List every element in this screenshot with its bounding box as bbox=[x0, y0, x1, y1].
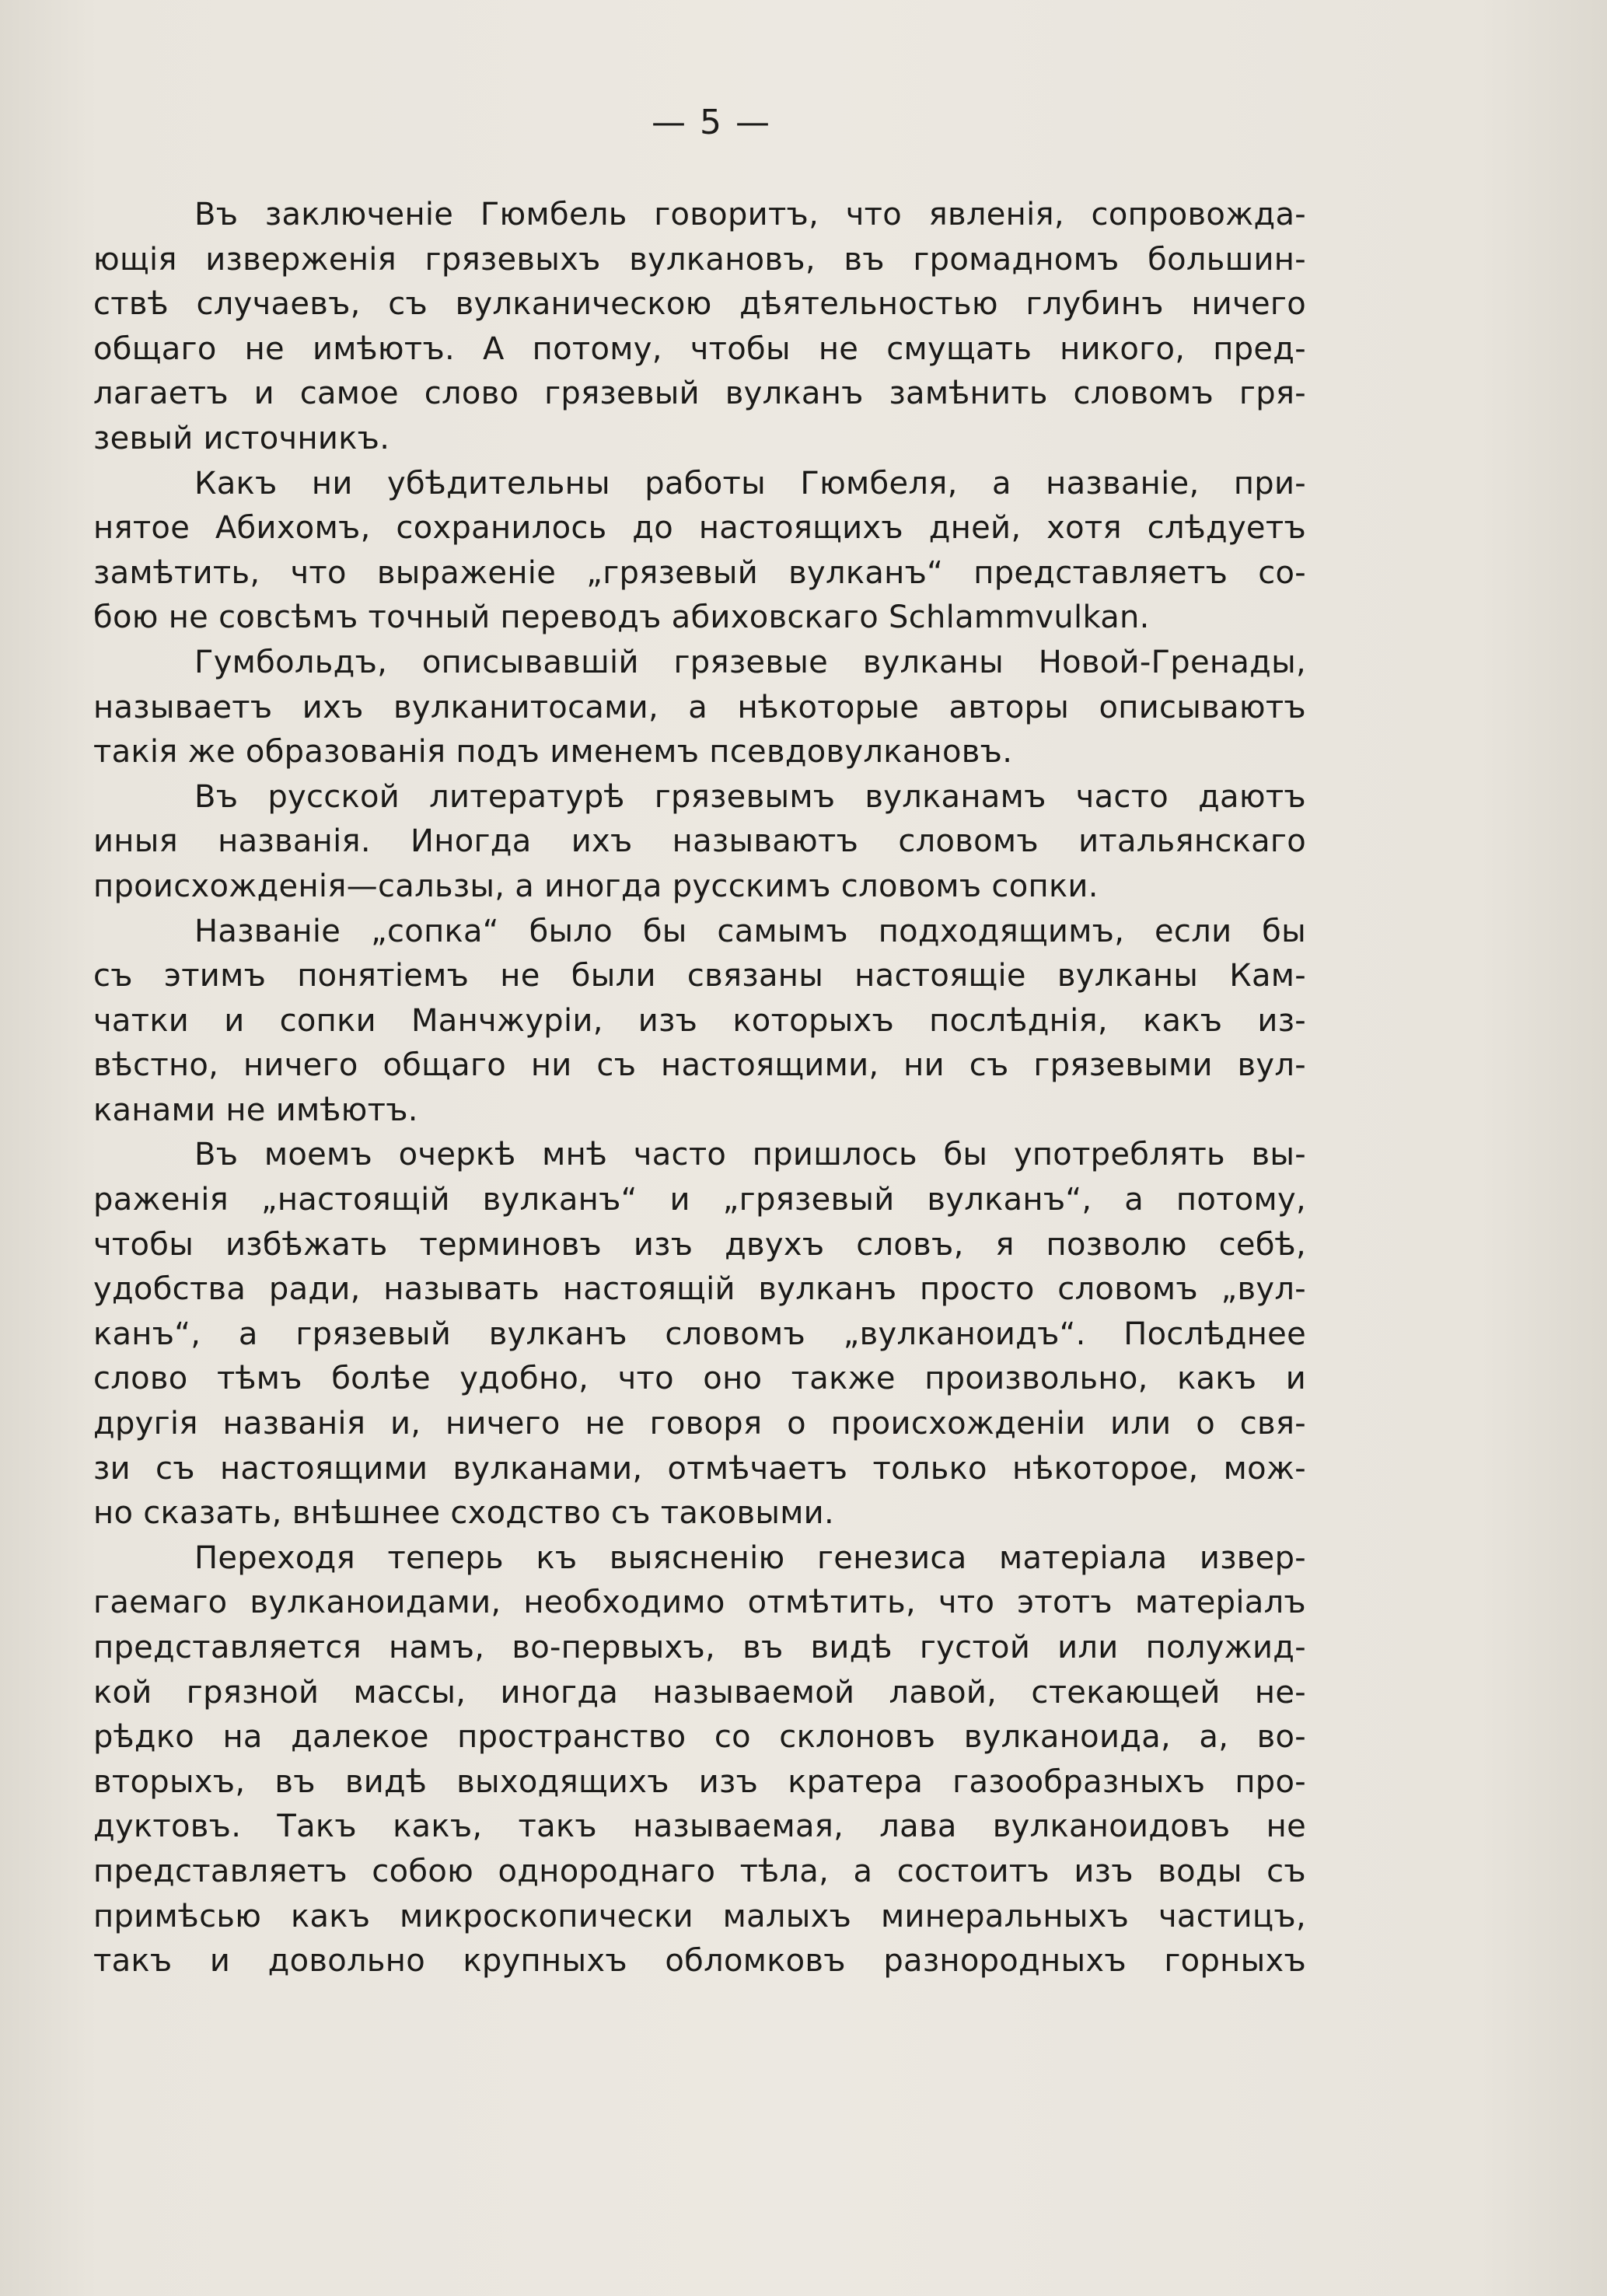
text-line: раженія „настоящій вулканъ“ и „грязевый вулканъ“, а потому, bbox=[93, 1182, 1306, 1218]
text-line: такъ и довольно крупныхъ обломковъ разнородныхъ горныхъ bbox=[93, 1943, 1306, 1980]
paragraph bbox=[93, 910, 1306, 1134]
text-line: Въ русской литературѣ грязевымъ вулканамъ часто даютъ bbox=[194, 778, 1306, 815]
text-line: чатки и сопки Манчжуріи, изъ которыхъ послѣднія, какъ из- bbox=[93, 1002, 1306, 1039]
text-line: вторыхъ, въ видѣ выходящихъ изъ кратера газообразныхъ про- bbox=[93, 1763, 1306, 1800]
text-line: вѣстно, ничего общаго ни съ настоящими, ни съ грязевыми вул- bbox=[93, 1047, 1306, 1084]
text-line: нятое Абихомъ, сохранилось до настоящихъ дней, хотя слѣдуетъ bbox=[93, 510, 1306, 547]
text-line: Гумбольдъ, описывавшій грязевые вулканы Новой-Гренады, bbox=[194, 644, 1306, 680]
text-line: дуктовъ. Такъ какъ, такъ называемая, лава вулканоидовъ не bbox=[93, 1808, 1306, 1845]
text-line: Въ заключеніе Гюмбель говоритъ, что явленія, сопровожда- bbox=[194, 197, 1306, 232]
text-line: ствѣ случаевъ, съ вулканическою дѣятельностью глубинъ ничего bbox=[93, 286, 1306, 323]
text-line: другія названія и, ничего не говоря о происхожденіи или о свя- bbox=[93, 1406, 1306, 1442]
paragraph bbox=[93, 462, 1306, 641]
text-line: происхожденія—сальзы, а иногда русскимъ словомъ сопки. bbox=[93, 868, 1099, 904]
text-line: кой грязной массы, иногда называемой лавой, стекающей не- bbox=[93, 1674, 1306, 1711]
text-line: чтобы избѣжать терминовъ изъ двухъ словъ, я позволю себѣ, bbox=[93, 1226, 1306, 1263]
text-line: канъ“, а грязевый вулканъ словомъ „вулканоидъ“. Послѣднее bbox=[93, 1316, 1306, 1352]
text-line: Переходя теперь къ выясненію генезиса матеріала извер- bbox=[194, 1539, 1306, 1576]
text-line: представляетъ собою однороднаго тѣла, а состоитъ изъ воды съ bbox=[93, 1853, 1306, 1889]
paragraph bbox=[93, 193, 1306, 462]
text-line: бою не совсѣмъ точный переводъ абиховскаго Schlammvulkan. bbox=[93, 599, 1150, 636]
text-line: лагаетъ и самое слово грязевый вулканъ замѣнить словомъ гря- bbox=[93, 376, 1306, 412]
text-line: слово тѣмъ болѣе удобно, что оно также произвольно, какъ и bbox=[93, 1361, 1306, 1397]
text-line: общаго не имѣютъ. А потому, чтобы не смущать никого, пред- bbox=[93, 330, 1306, 367]
text-line: съ этимъ понятіемъ не были связаны настоящіе вулканы Кам- bbox=[93, 958, 1306, 994]
text-line: зи съ настоящими вулканами, отмѣчаетъ только нѣкоторое, мож- bbox=[93, 1450, 1306, 1487]
paragraph bbox=[93, 641, 1306, 775]
text-line: канами не имѣютъ. bbox=[93, 1092, 418, 1128]
text-line: называетъ ихъ вулканитосами, а нѣкоторые авторы описываютъ bbox=[93, 689, 1306, 725]
text-line: но сказать, внѣшнее сходство съ таковыми. bbox=[93, 1495, 834, 1532]
text-line: Въ моемъ очеркѣ мнѣ часто пришлось бы употреблять вы- bbox=[194, 1137, 1306, 1173]
text-line: Какъ ни убѣдительны работы Гюмбеля, а названіе, при- bbox=[194, 465, 1306, 501]
paragraph bbox=[93, 775, 1306, 910]
text-line: удобства ради, называть настоящій вулканъ просто словомъ „вул- bbox=[93, 1271, 1306, 1308]
text-line: зевый источникъ. bbox=[93, 420, 390, 456]
text-line: иныя названія. Иногда ихъ называютъ словомъ итальянскаго bbox=[93, 823, 1306, 860]
text-line: Названіе „сопка“ было бы самымъ подходящимъ, если бы bbox=[194, 913, 1306, 949]
text-line: такія же образованія подъ именемъ псевдовулкановъ. bbox=[93, 734, 1013, 771]
page-number: — 5 — bbox=[652, 103, 771, 142]
text-line: представляется намъ, во-первыхъ, въ видѣ густой или полужид- bbox=[93, 1630, 1306, 1665]
text-line: замѣтить, что выраженіе „грязевый вулканъ“ представляетъ со- bbox=[93, 554, 1306, 591]
body-text bbox=[93, 193, 1306, 1984]
text-line: рѣдко на далекое пространство со склоновъ вулканоида, а, во- bbox=[93, 1719, 1306, 1756]
text-line: ющія изверженія грязевыхъ вулкановъ, въ громадномъ большин- bbox=[93, 241, 1306, 278]
paragraph bbox=[93, 1536, 1306, 1984]
paragraph bbox=[93, 1133, 1306, 1536]
text-line: примѣсью какъ микроскопически малыхъ минеральныхъ частицъ, bbox=[93, 1898, 1306, 1934]
text-line: гаемаго вулканоидами, необходимо отмѣтить, что этотъ матеріалъ bbox=[93, 1585, 1306, 1621]
